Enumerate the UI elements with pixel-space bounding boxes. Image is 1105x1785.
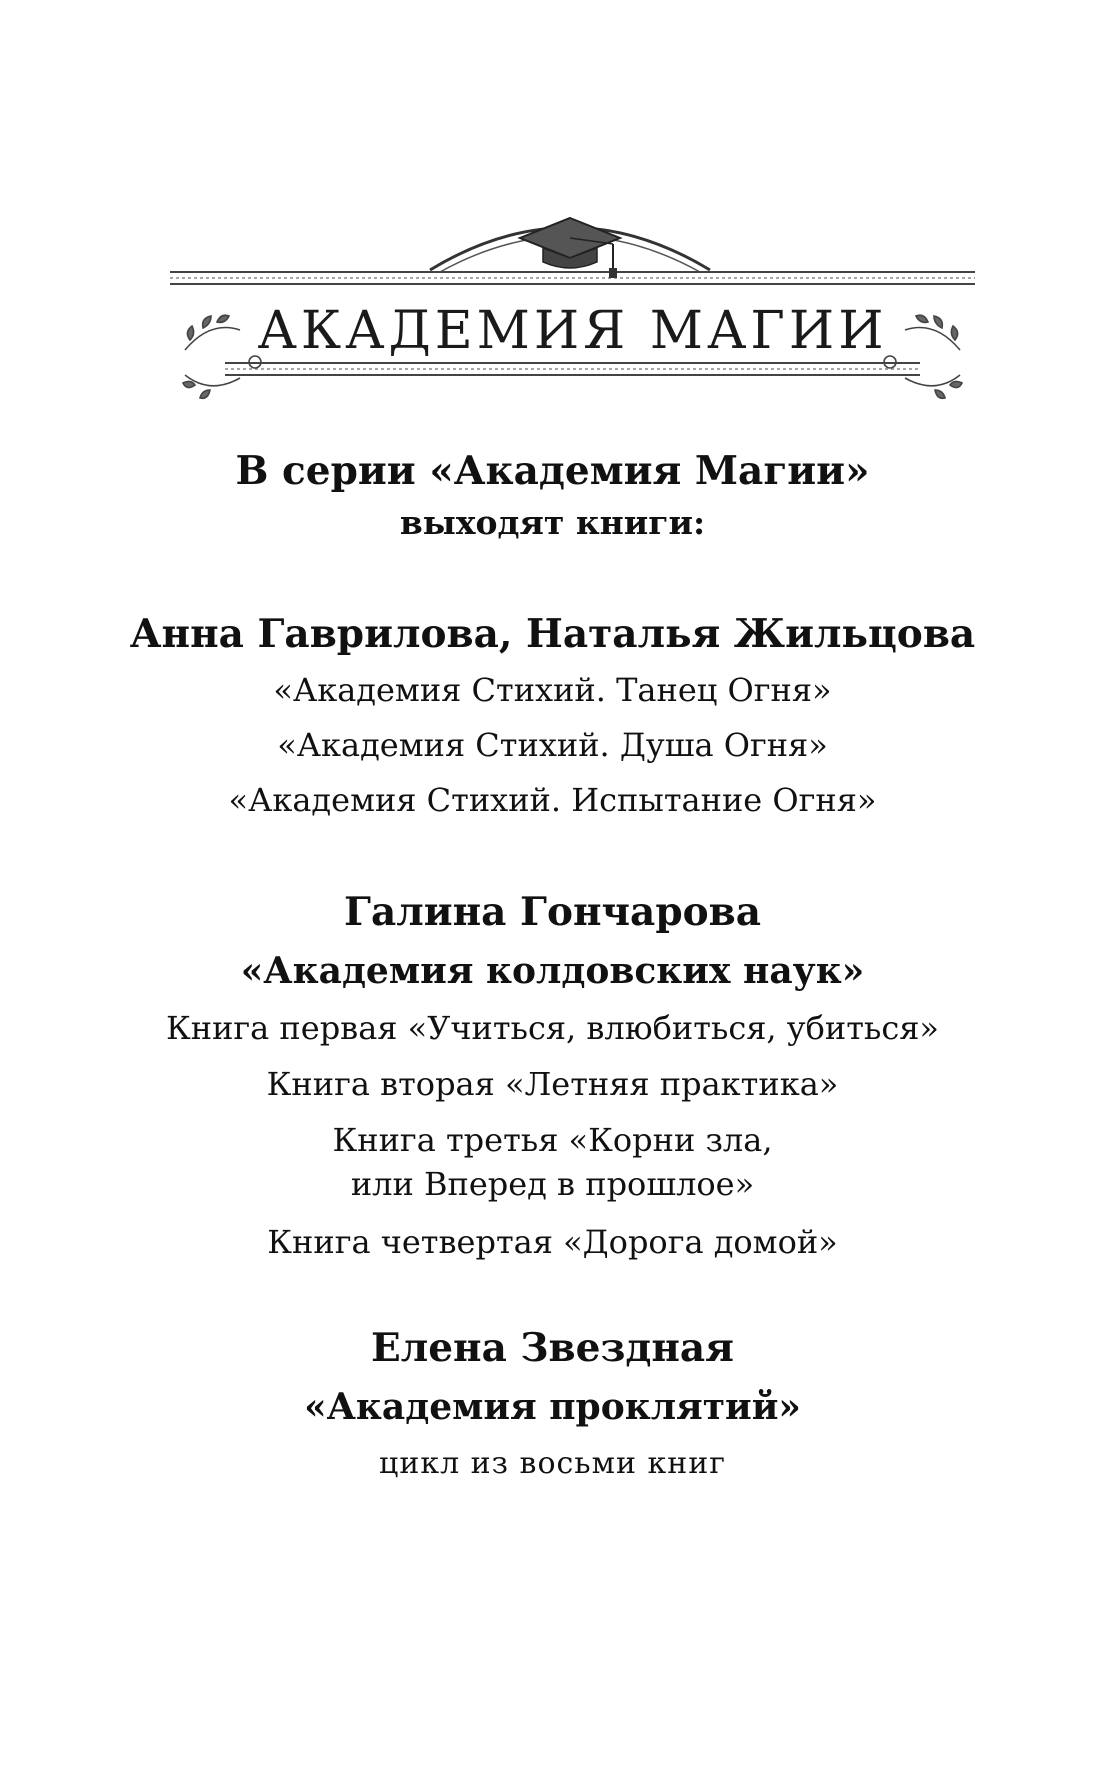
graduation-cap-icon [520, 218, 620, 278]
author-name: Анна Гаврилова, Наталья Жильцова [129, 611, 976, 657]
intro-subheading: выходят книги: [399, 503, 706, 542]
book-title: «Академия Стихий. Танец Огня» [273, 671, 832, 709]
book-title: Книга третья «Корни зла, [332, 1121, 773, 1159]
book-title: «Академия Стихий. Испытание Огня» [228, 781, 877, 819]
book-title: Книга четвертая «Дорога домой» [267, 1223, 838, 1261]
intro-heading: В серии «Академия Магии» [235, 448, 870, 494]
author-name: Галина Гончарова [344, 889, 761, 935]
series-note: цикл из восьми книг [379, 1446, 726, 1481]
series-title: «Академия колдовских наук» [240, 950, 865, 992]
book-title: Книга вторая «Летняя практика» [266, 1065, 839, 1103]
book-title-continuation: или Вперед в прошлое» [350, 1165, 755, 1203]
book-title: «Академия Стихий. Душа Огня» [277, 726, 828, 764]
book-title: Книга первая «Учиться, влюбиться, убиться» [165, 1009, 939, 1047]
series-logo-text: АКАДЕМИЯ МАГИИ [257, 301, 888, 361]
series-title: «Академия проклятий» [304, 1386, 801, 1428]
series-emblem [165, 200, 980, 410]
author-name: Елена Звездная [371, 1325, 734, 1371]
